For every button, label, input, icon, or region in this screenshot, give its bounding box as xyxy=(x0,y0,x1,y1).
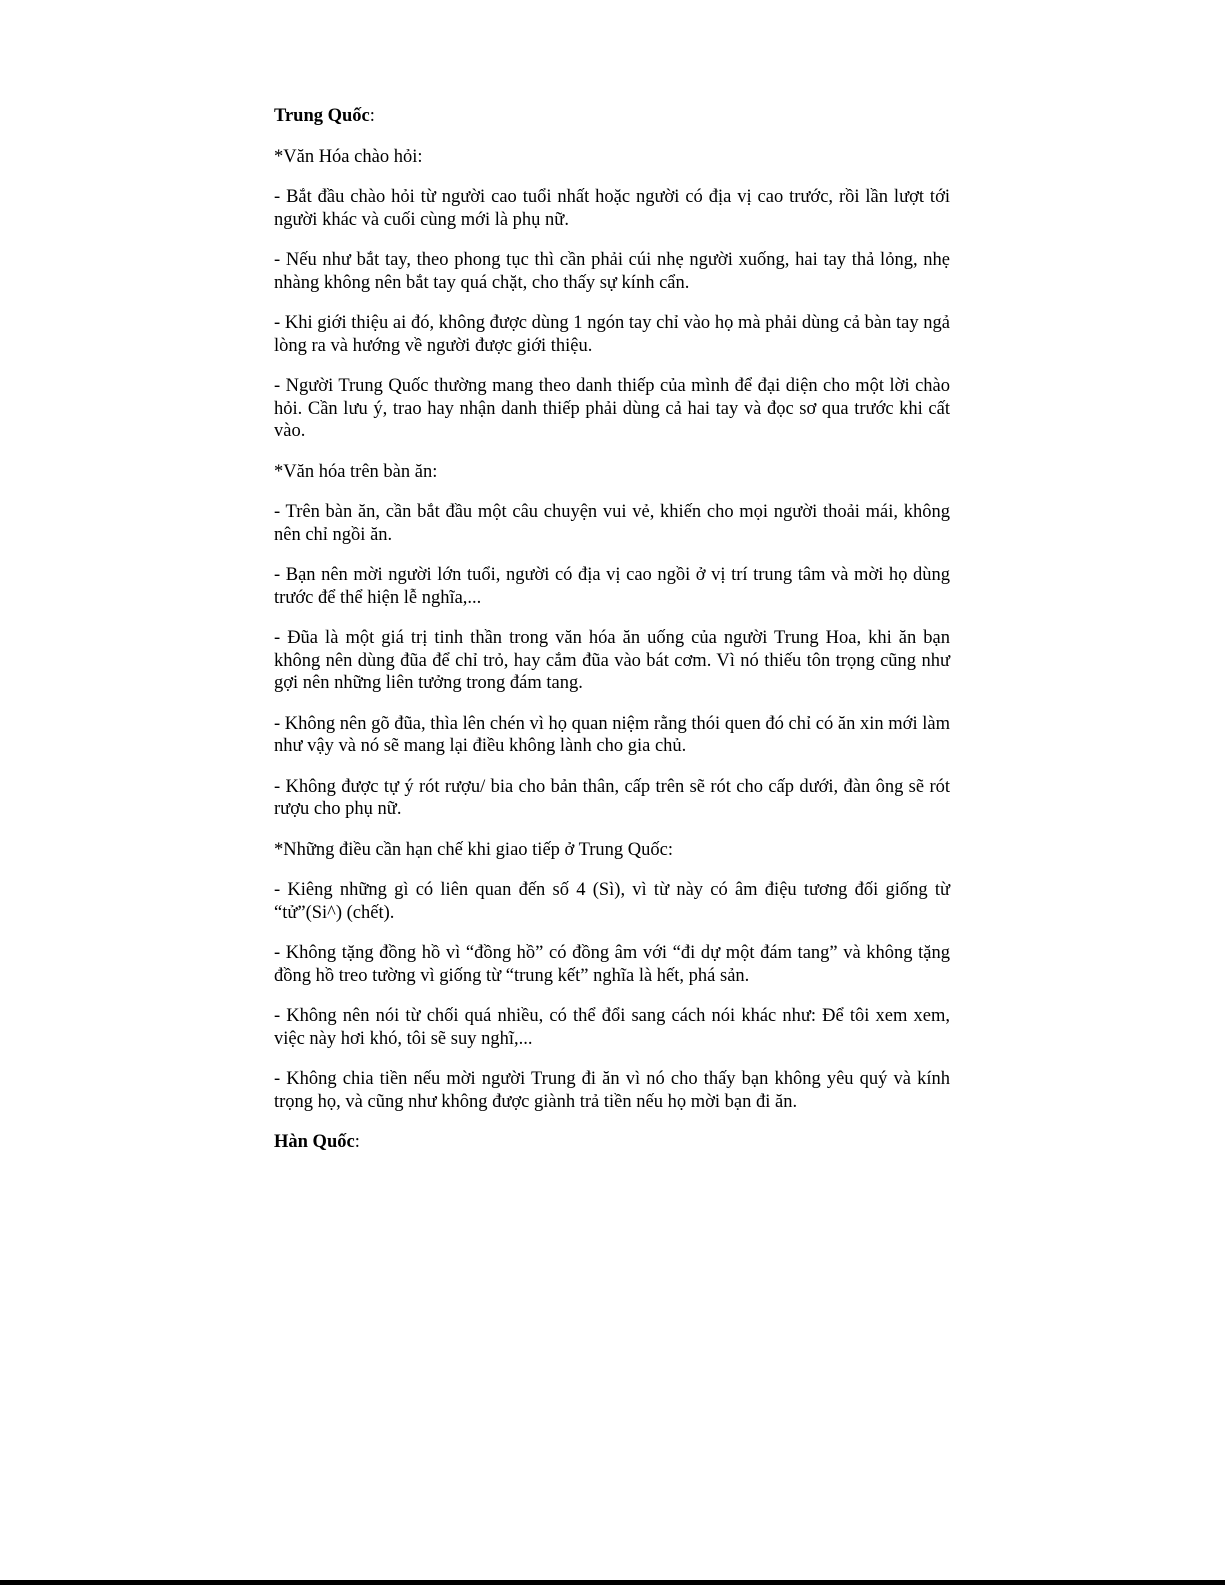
paragraph: - Không nên nói từ chối quá nhiều, có thể đổi sang cách nói khác như: Để tôi xem xem, việc này hơi khó, tôi sẽ suy nghĩ,... xyxy=(274,1006,950,1049)
document-body xyxy=(274,105,950,1172)
paragraph: - Không tặng đồng hồ vì “đồng hồ” có đồng âm với “đi dự một đám tang” và không tặng đồng hồ treo tường vì giống từ “trung kết” nghĩa là hết, phá sản. xyxy=(274,943,950,986)
paragraph: - Bạn nên mời người lớn tuổi, người có địa vị cao ngồi ở vị trí trung tâm và mời họ dùng trước để thể hiện lễ nghĩa,... xyxy=(274,565,950,608)
section-heading-trung-quoc xyxy=(274,105,950,128)
subheading-communication-taboos: *Những điều cần hạn chế khi giao tiếp ở Trung Quốc: xyxy=(274,839,673,860)
paragraph: - Trên bàn ăn, cần bắt đầu một câu chuyện vui vẻ, khiến cho mọi người thoải mái, không nên chỉ ngồi ăn. xyxy=(274,502,950,545)
section-heading-text: Trung Quốc xyxy=(274,106,370,126)
paragraph: - Không nên gõ đũa, thìa lên chén vì họ quan niệm rằng thói quen đó chỉ có ăn xin mới làm như vậy và nó sẽ mang lại điều không lành cho gia chủ. xyxy=(274,713,950,756)
paragraph: - Khi giới thiệu ai đó, không được dùng 1 ngón tay chỉ vào họ mà phải dùng cả bàn tay ngả lòng ra và hướng về người được giới thiệu. xyxy=(274,313,950,356)
paragraph: - Đũa là một giá trị tinh thần trong văn hóa ăn uống của người Trung Hoa, khi ăn bạn không nên dùng đũa để chỉ trỏ, hay cắm đũa vào bát cơm. Vì nó thiếu tôn trọng cũng như gợi nên những liên tưởng trong đám tang. xyxy=(274,628,950,693)
paragraph: - Không chia tiền nếu mời người Trung đi ăn vì nó cho thấy bạn không yêu quý và kính trọng họ, và cũng như không được giành trả tiền nếu họ mời bạn đi ăn. xyxy=(274,1069,950,1112)
paragraph: - Nếu như bắt tay, theo phong tục thì cần phải cúi nhẹ người xuống, hai tay thả lỏng, nhẹ nhàng không nên bắt tay quá chặt, cho thấy sự kính cẩn. xyxy=(274,250,950,293)
section-heading-colon: : xyxy=(354,1132,360,1152)
paragraph: - Kiêng những gì có liên quan đến số 4 (Sì), vì từ này có âm điệu tương đối giống từ “tử”(Si^) (chết). xyxy=(274,880,950,923)
subheading-dining-culture: *Văn hóa trên bàn ăn: xyxy=(274,461,438,482)
paragraph: - Không được tự ý rót rượu/ bia cho bản thân, cấp trên sẽ rót cho cấp dưới, đàn ông sẽ rót rượu cho phụ nữ. xyxy=(274,776,950,819)
page-bottom-border xyxy=(0,1580,1225,1585)
subheading-greeting-culture: *Văn Hóa chào hỏi: xyxy=(274,146,423,167)
section-heading-text: Hàn Quốc xyxy=(274,1132,355,1152)
section-heading-han-quoc xyxy=(274,1131,950,1154)
section-heading-colon: : xyxy=(369,106,375,126)
paragraph: - Bắt đầu chào hỏi từ người cao tuổi nhất hoặc người có địa vị cao trước, rồi lần lượt tới người khác và cuối cùng mới là phụ nữ. xyxy=(274,187,950,230)
paragraph: - Người Trung Quốc thường mang theo danh thiếp của mình để đại diện cho một lời chào hỏi. Cần lưu ý, trao hay nhận danh thiếp phải dùng cả hai tay và đọc sơ qua trước khi cất vào. xyxy=(274,376,950,441)
